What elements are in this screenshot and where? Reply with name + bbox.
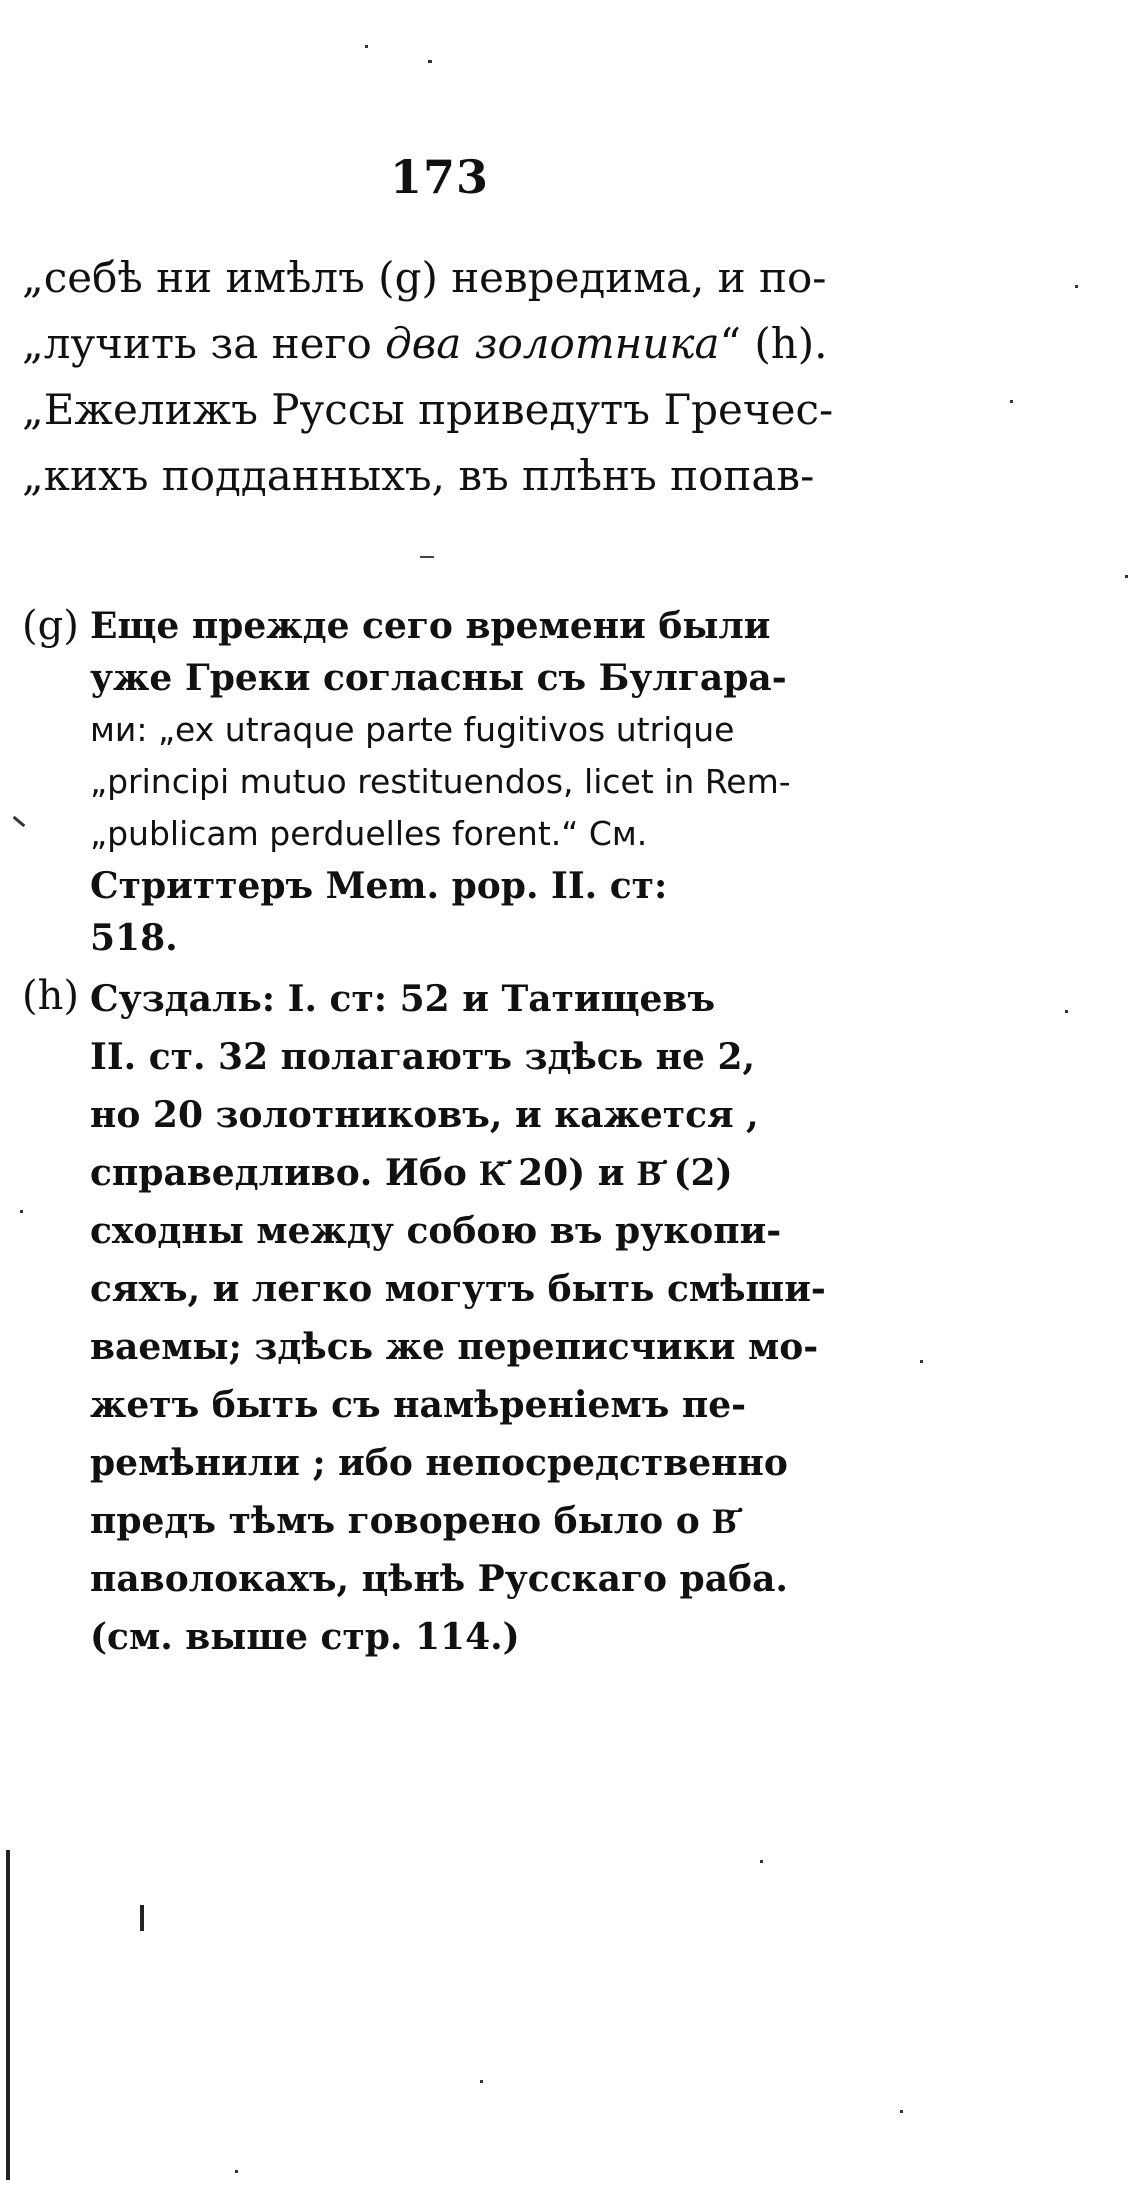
scan-speck <box>920 1360 923 1363</box>
scan-speck <box>1125 575 1128 578</box>
footnote-line: справедливо. Ибо К҃ 20) и В҃ (2) <box>90 1152 733 1194</box>
scan-speck <box>1075 285 1078 288</box>
footnote-line: II. ст. 32 полагаютъ здѣсь не 2, <box>90 1036 756 1078</box>
footnote-line: сяхъ, и легко могутъ быть смѣши- <box>90 1268 826 1310</box>
footnote-line: жетъ быть съ намѣреніемъ пе- <box>90 1384 747 1426</box>
scan-speck <box>235 2170 238 2173</box>
footnote-line: но 20 золотниковъ, и кажется , <box>90 1094 759 1136</box>
scan-speck <box>365 45 368 48</box>
footnote-line: Стриттеръ Mem. pop. II. ст: <box>90 865 668 907</box>
scan-speck <box>1010 400 1013 403</box>
footnote-line: (см. выше стр. 114.) <box>90 1616 520 1658</box>
footnote-g <box>22 600 852 964</box>
footnote-line: Еще прежде сего времени были <box>90 605 771 647</box>
footnote-line: предъ тѣмъ говорено было о В҃ <box>90 1500 737 1542</box>
scan-edge-mark <box>6 1850 10 2180</box>
main-text-line-start: „лучить за него <box>22 319 386 368</box>
page-number: 173 <box>390 150 490 204</box>
italic-phrase: два золотника <box>385 319 720 368</box>
scan-speck <box>1065 1010 1068 1013</box>
scan-speck <box>428 60 432 63</box>
scan-speck <box>480 2080 483 2083</box>
footnote-line: паволокахъ, цѣнѣ Русскаго раба. <box>90 1558 788 1600</box>
footnote-line: ми: „ex utraque parte fugitivos utrique <box>90 710 735 749</box>
footnote-line: „principi mutuo restituendos, licet in Rem- <box>90 762 791 801</box>
footnote-line: Суздаль: I. ст: 52 и Татищевъ <box>90 978 716 1020</box>
footnotes <box>22 600 852 1672</box>
main-text-line <box>22 311 862 377</box>
main-text <box>22 245 862 509</box>
main-text-line-end: “ (h). <box>719 319 828 368</box>
scan-speck <box>20 1210 23 1213</box>
scan-speck <box>760 1860 763 1863</box>
scan-edge-mark <box>140 1905 144 1931</box>
footnote-line: „publicam perduelles forent.“ См. <box>90 814 648 853</box>
main-text-line: „кихъ подданныхъ, въ плѣнъ попав- <box>22 451 815 500</box>
separator-mark <box>420 556 434 558</box>
footnote-marker: (h) <box>22 973 79 1019</box>
main-text-line: „Ежелижъ Руссы приведутъ Гречес- <box>22 385 834 434</box>
main-text-line: „себѣ ни имѣлъ (g) невредима, и по- <box>22 253 827 302</box>
scan-speck <box>900 2110 903 2113</box>
footnote-line: 518. <box>90 917 178 959</box>
footnote-line: ваемы; здѣсь же переписчики мо- <box>90 1326 819 1368</box>
footnote-line: сходны между собою въ рукопи- <box>90 1210 782 1252</box>
footnote-line: уже Греки согласны съ Булгара- <box>90 657 787 699</box>
footnote-line: ремѣнили ; ибо непосредственно <box>90 1442 788 1484</box>
footnote-h <box>22 970 852 1666</box>
footnote-marker: (g) <box>22 603 79 649</box>
